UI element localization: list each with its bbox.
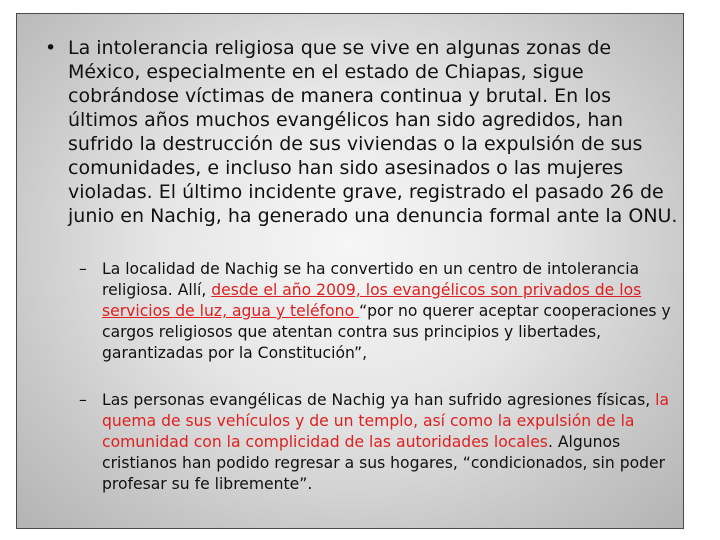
sub-bullet-2-text: Las personas evangélicas de Nachig ya han sufrido agresiones físicas, — [102, 391, 656, 409]
dash-marker: – — [79, 260, 87, 278]
bullet-marker: • — [45, 37, 57, 59]
sub-bullet-2-tail: . Algunos cristianos han podido regresar a sus hogares, “condicionados, sin poder profesar su fe libremente”. — [102, 433, 666, 493]
dash-marker: – — [79, 391, 87, 409]
sub-bullet-1 — [79, 259, 684, 364]
sub-bullet-1-text: La localidad de Nachig se ha convertido en un centro de intolerancia religiosa. Allí, — [102, 260, 640, 299]
slide-panel — [16, 13, 684, 529]
main-paragraph: La intolerancia religiosa que se vive en algunas zonas de México, especialmente en el estado de Chiapas, sigue cobrándose víctimas de manera continua y brutal. En los últimos años muchos evangélicos han sido agredidos, han sufrido la destrucción de sus viviendas o la expulsión de sus comunidades, e incluso han sido asesinados o las mujeres violadas. El último incidente grave, registrado el pasado 26 de junio en Nachig, ha generado una denuncia formal ante la ONU. — [68, 37, 678, 227]
sub-bullet-2 — [79, 390, 684, 495]
sub-bullet-1-highlight: desde el año 2009, los evangélicos son privados de los servicios de luz, agua y teléfono — [102, 281, 642, 320]
sub-bullet-1-quote: “por no querer aceptar cooperaciones y cargos religiosos que atentan contra sus principios y libertades, garantizadas por la Constitución”, — [102, 302, 671, 362]
sub-bullet-2-highlight: la quema de sus vehículos y de un templo, así como la expulsión de la comunidad con la complicidad de las autoridades locales — [102, 391, 670, 451]
